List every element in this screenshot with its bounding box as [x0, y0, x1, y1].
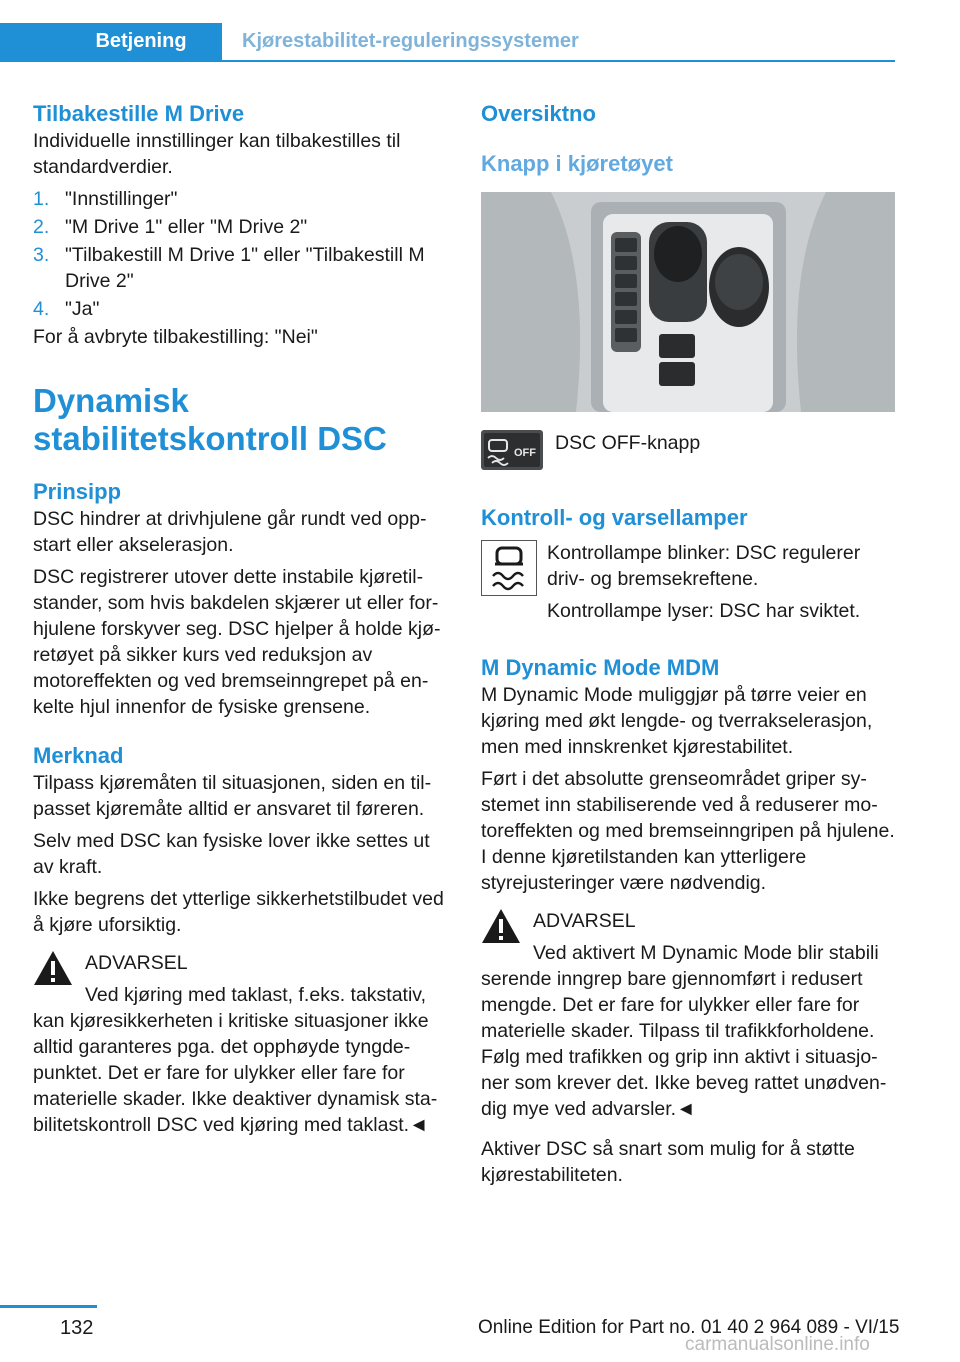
step-text: "Ja" — [65, 298, 100, 320]
section-tab[interactable]: Betjening — [0, 23, 222, 60]
reset-steps — [33, 186, 451, 322]
note-heading: Merknad — [33, 743, 124, 768]
step-number: 3. — [33, 244, 50, 266]
lamp-blink-text: Kontrollampe blinker: DSC regulerer driv- og bremsekreftene. — [547, 542, 861, 590]
dsc-off-button-row — [481, 430, 895, 470]
warning-triangle-icon — [481, 908, 521, 944]
warning-block — [33, 950, 451, 1138]
button-heading: Knapp i kjøretøyet — [481, 151, 673, 176]
lamps-heading: Kontroll- og varsellamper — [481, 505, 748, 530]
warning-title: ADVARSEL — [85, 952, 188, 974]
right-column — [481, 100, 895, 1188]
list-item — [33, 214, 451, 240]
final-paragraph: Aktiver DSC så snart som mulig for å støtte kjørestabiliteten. — [481, 1138, 855, 1186]
step-number: 2. — [33, 216, 50, 238]
warning-text: kan kjøresikkerheten i kritiske situasjoner ikke alltid garanteres pga. det opphøyde tyngdepunktet. Det er fare for ulykker eller fare for materielle skader. Ikke deaktiver dynamisk stabilitetskontroll DSC ved kjøring med taklast.◄ — [33, 1010, 438, 1136]
header-rule — [0, 60, 895, 62]
step-number: 1. — [33, 188, 50, 210]
lamp-on-text: Kontrollampe lyser: DSC har sviktet. — [547, 600, 861, 622]
edition-text: Online Edition for Part no. 01 40 2 964 089 - VI/15 — [478, 1317, 900, 1338]
step-text: "Innstillinger" — [65, 188, 178, 210]
center-console-photo — [481, 192, 895, 412]
warning-text-first: Ved kjøring med taklast, f.eks. takstativ, — [85, 984, 427, 1006]
warning-text: serende inngrep bare gjennomført i redusert mengde. Det er fare for ulykker eller fare for materielle skader. Tilpass til trafikkforholdene. Følg med trafikken og grip inn aktivt i situasjoner som krever det. Ikke beveg rattet unødvendig mye ved advarsler.◄ — [481, 968, 887, 1120]
note-paragraph-3: Ikke begrens det ytterlige sikkerhetstilbudet ved å kjøre uforsiktig. — [33, 888, 444, 936]
watermark[interactable]: carmanualsonline.info — [685, 1334, 870, 1355]
list-item — [33, 296, 451, 322]
step-text: "M Drive 1" eller "M Drive 2" — [65, 216, 308, 238]
principle-heading: Prinsipp — [33, 479, 122, 504]
dsc-indicator-lamp-icon — [481, 540, 537, 596]
mdm-paragraph-2: Ført i det absolutte grenseområdet griper systemet inn stabiliserende ved å reduserer motoreffekten og med bremseinngripen på hjulene. I denne kjøretilstanden kan ytterligere styrejusteringer være nødvendig. — [481, 768, 895, 894]
dsc-heading: Dynamisk stabilitetskontroll DSC — [33, 382, 387, 457]
page-header — [0, 0, 895, 62]
reset-intro: Individuelle innstillinger kan tilbakestilles til standardverdier. — [33, 130, 401, 178]
warning-triangle-icon — [33, 950, 73, 986]
footer-rule — [0, 1305, 97, 1308]
step-number: 4. — [33, 298, 50, 320]
dsc-off-label: DSC OFF-knapp — [555, 432, 701, 454]
warning-text-first: Ved aktivert M Dynamic Mode blir stabili — [533, 942, 879, 964]
chapter-tab[interactable]: Kjørestabilitet-reguleringssystemer — [242, 30, 579, 52]
page-number: 132 — [60, 1317, 94, 1339]
reset-cancel-note: For å avbryte tilbakestilling: "Nei" — [33, 326, 318, 348]
dsc-lamp-block — [481, 540, 895, 624]
mdm-warning-block — [481, 908, 895, 1122]
principle-paragraph-2: DSC registrerer utover dette instabile kjøretilstander, som hvis bakdelen skjærer ut eller forhjulene forskyver seg. DSC hjelper å holde kjøretøyet på sikker kurs ved reduksjon av motoreffekten og ved bremseinngrepet på enkelte hjul innenfor de fysiske grensene. — [33, 566, 441, 718]
note-paragraph-2: Selv med DSC kan fysiske lover ikke settes ut av kraft. — [33, 830, 430, 878]
step-text: "Tilbakestill M Drive 1" eller "Tilbakestill M Drive 2" — [65, 244, 425, 292]
warning-title: ADVARSEL — [533, 910, 636, 932]
list-item — [33, 186, 451, 212]
mdm-heading: M Dynamic Mode MDM — [481, 655, 720, 680]
note-paragraph-1: Tilpass kjøremåten til situasjonen, siden en tilpasset kjøremåte alltid er ansvaret til føreren. — [33, 772, 432, 820]
list-item — [33, 242, 451, 294]
reset-heading: Tilbakestille M Drive — [33, 101, 245, 126]
mdm-paragraph-1: M Dynamic Mode muliggjør på tørre veier en kjøring med økt lengde- og tverrakselerasjon, men med innskrenket kjørestabilitet. — [481, 684, 873, 758]
dsc-off-icon-text: OFF — [514, 447, 536, 459]
overview-heading: Oversiktno — [481, 101, 596, 126]
left-column — [33, 100, 451, 1138]
dsc-off-button-icon — [481, 430, 543, 470]
principle-paragraph-1: DSC hindrer at drivhjulene går rundt ved oppstart eller akselerasjon. — [33, 508, 427, 556]
